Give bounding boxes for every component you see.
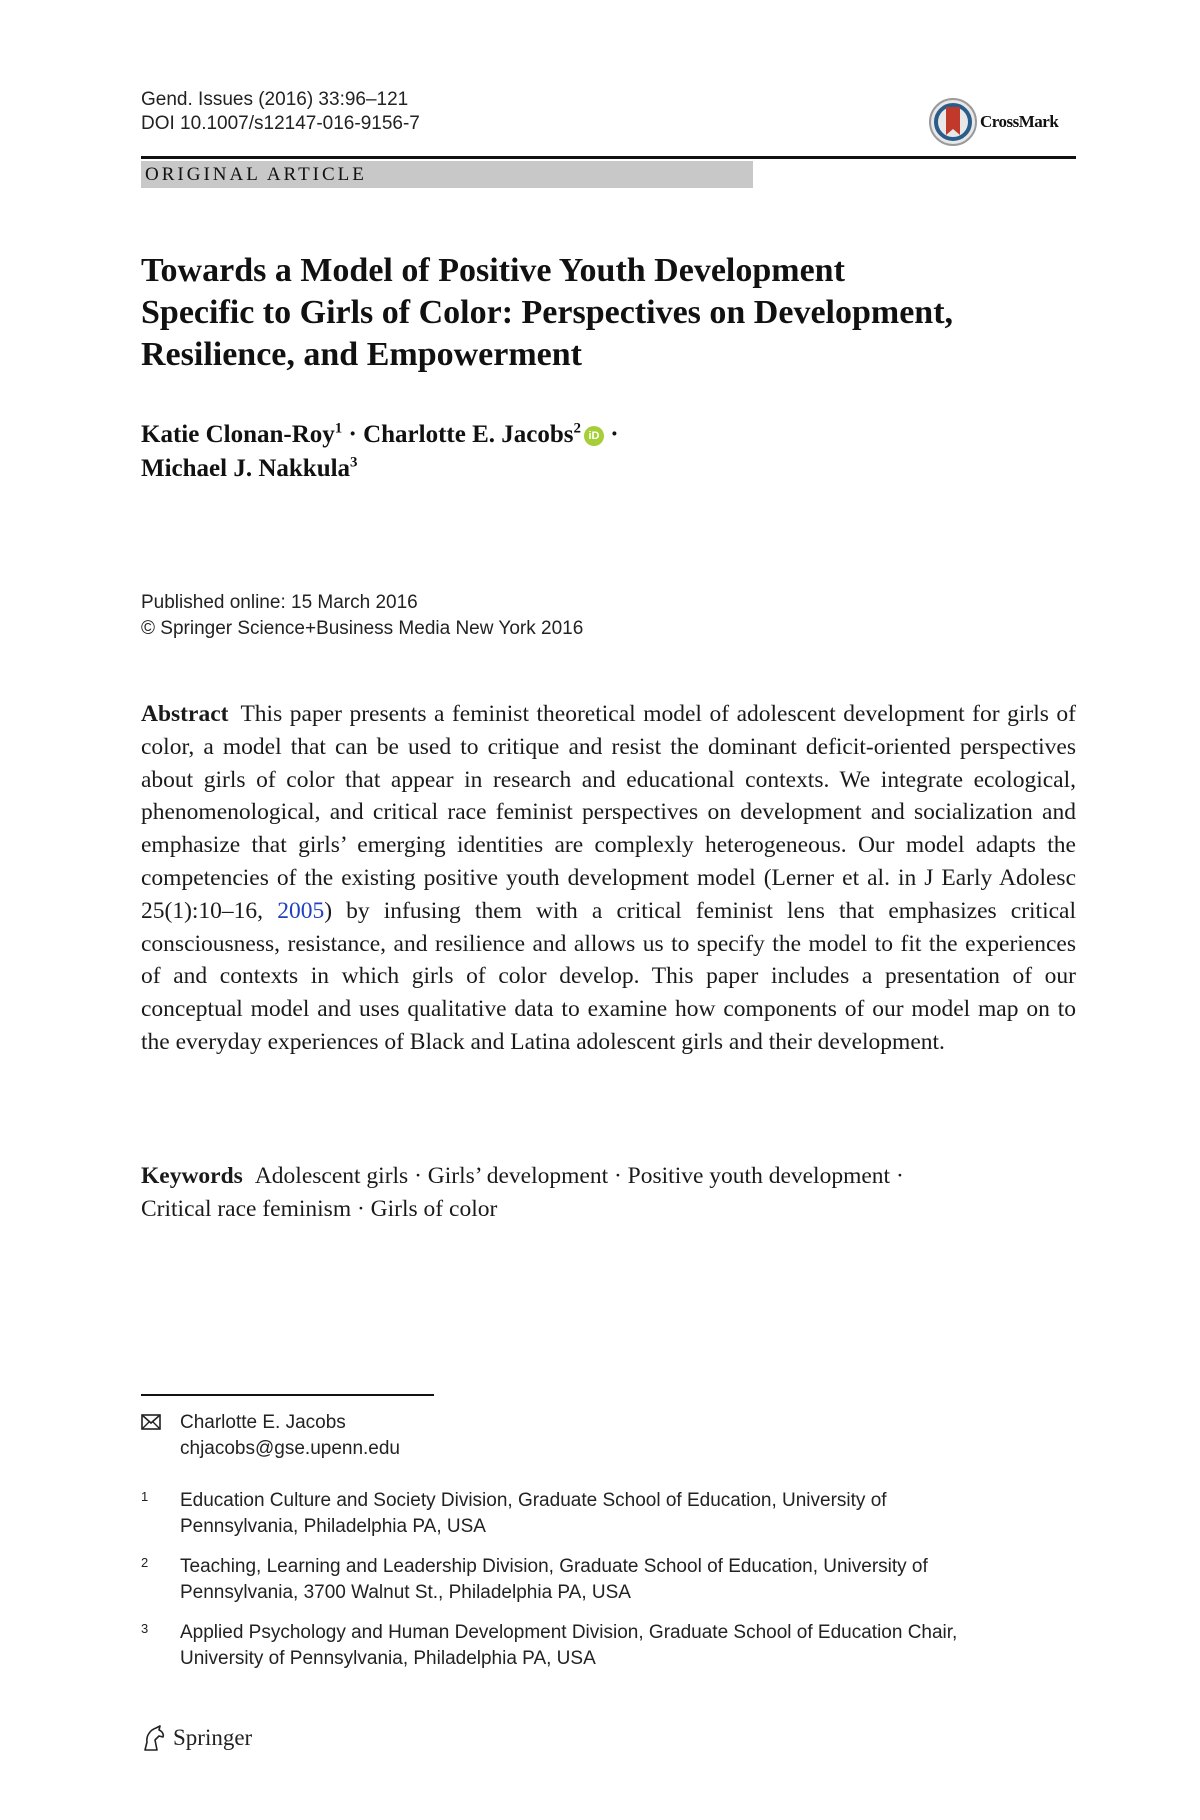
contact-email[interactable]: chjacobs@gse.upenn.edu bbox=[180, 1438, 401, 1459]
affiliation-number: 2 bbox=[141, 1555, 149, 1570]
abstract-text: This paper presents a feminist theoretical model of adolescent development for girls of color, a model that can be used to critique and resist the dominant deficit-oriented perspectives about girls of color that appear in research and educational contexts. We integrate ecological, phenomenological, and critical race feminist perspectives on development and socialization and emphasize that girls’ emerging identities are complexly heterogeneous. Our model adapts the competencies of the existing positive youth development model (Lerner et al. in J Early Adolesc 25(1):10–16, bbox=[141, 701, 1076, 924]
affiliation-item bbox=[141, 1488, 1076, 1540]
affiliation-line: Pennsylvania, Philadelphia PA, USA bbox=[180, 1516, 486, 1537]
doi[interactable]: DOI 10.1007/s12147-016-9156-7 bbox=[141, 113, 420, 134]
footnote-rule bbox=[141, 1394, 434, 1396]
orcid-icon[interactable]: iD bbox=[584, 426, 604, 446]
affiliation-line: Pennsylvania, 3700 Walnut St., Philadelphia PA, USA bbox=[180, 1582, 631, 1603]
keywords-line: Critical race feminism · Girls of color bbox=[141, 1196, 498, 1222]
abstract bbox=[141, 698, 1076, 1059]
affiliation-line: Education Culture and Society Division, Graduate School of Education, University of bbox=[180, 1490, 887, 1511]
affiliation-item bbox=[141, 1554, 1076, 1606]
keywords-label: Keywords bbox=[141, 1163, 243, 1189]
author-name[interactable]: Katie Clonan-Roy bbox=[141, 421, 335, 448]
author-separator: · bbox=[610, 421, 619, 448]
springer-logo bbox=[141, 1724, 252, 1752]
abstract-text: ) by infusing them with a critical feminist lens that emphasizes critical consciousness, resistance, and resilience and allows us to specify the model to fit the experiences of and contexts in which girls of color develop. This paper includes a presentation of our conceptual model and uses qualitative data to examine how components of our model map on to the everyday experiences of Black and Latina adolescent girls and their development. bbox=[141, 897, 1076, 1055]
affiliation-number: 3 bbox=[141, 1621, 149, 1636]
copyright: © Springer Science+Business Media New York 2016 bbox=[141, 618, 584, 639]
journal-header bbox=[141, 88, 420, 136]
published-date: Published online: 15 March 2016 bbox=[141, 592, 418, 613]
title-line: Resilience, and Empowerment bbox=[141, 336, 583, 373]
affiliation-marker: 2 bbox=[573, 420, 581, 437]
citation-link[interactable]: 2005 bbox=[277, 897, 325, 924]
crossmark-icon bbox=[928, 95, 978, 149]
keywords bbox=[141, 1160, 1076, 1226]
affiliation-item bbox=[141, 1620, 1076, 1672]
header-rule bbox=[141, 156, 1076, 159]
article-type: ORIGINAL ARTICLE bbox=[141, 161, 753, 188]
journal-citation: Gend. Issues (2016) 33:96–121 bbox=[141, 89, 409, 110]
affiliation-line: University of Pennsylvania, Philadelphia PA, USA bbox=[180, 1648, 596, 1669]
corresponding-author bbox=[141, 1410, 400, 1462]
abstract-label: Abstract bbox=[141, 701, 229, 727]
publication-info bbox=[141, 590, 583, 642]
author-name[interactable]: Michael J. Nakkula bbox=[141, 455, 351, 482]
title-line: Towards a Model of Positive Youth Development bbox=[141, 252, 845, 289]
contact-name: Charlotte E. Jacobs bbox=[180, 1412, 346, 1433]
crossmark-label: CrossMark bbox=[980, 112, 1059, 131]
author-separator: · bbox=[348, 421, 357, 448]
author-list bbox=[141, 418, 619, 486]
affiliation-line: Teaching, Learning and Leadership Division, Graduate School of Education, University of bbox=[180, 1556, 928, 1577]
affiliation-line: Applied Psychology and Human Development Division, Graduate School of Education Chair, bbox=[180, 1622, 958, 1643]
springer-horse-icon bbox=[141, 1724, 167, 1752]
envelope-icon bbox=[141, 1414, 161, 1430]
title-line: Specific to Girls of Color: Perspectives on Development, bbox=[141, 294, 954, 331]
paper-title bbox=[141, 250, 1076, 376]
affiliation-marker: 1 bbox=[334, 420, 343, 437]
keywords-line: Adolescent girls · Girls’ development · Positive youth development · bbox=[254, 1163, 904, 1189]
affiliation-marker: 3 bbox=[350, 454, 358, 471]
author-name[interactable]: Charlotte E. Jacobs bbox=[363, 421, 574, 448]
publisher-name: Springer bbox=[173, 1725, 253, 1750]
affiliation-number: 1 bbox=[141, 1489, 149, 1504]
crossmark-badge[interactable] bbox=[928, 92, 1068, 152]
